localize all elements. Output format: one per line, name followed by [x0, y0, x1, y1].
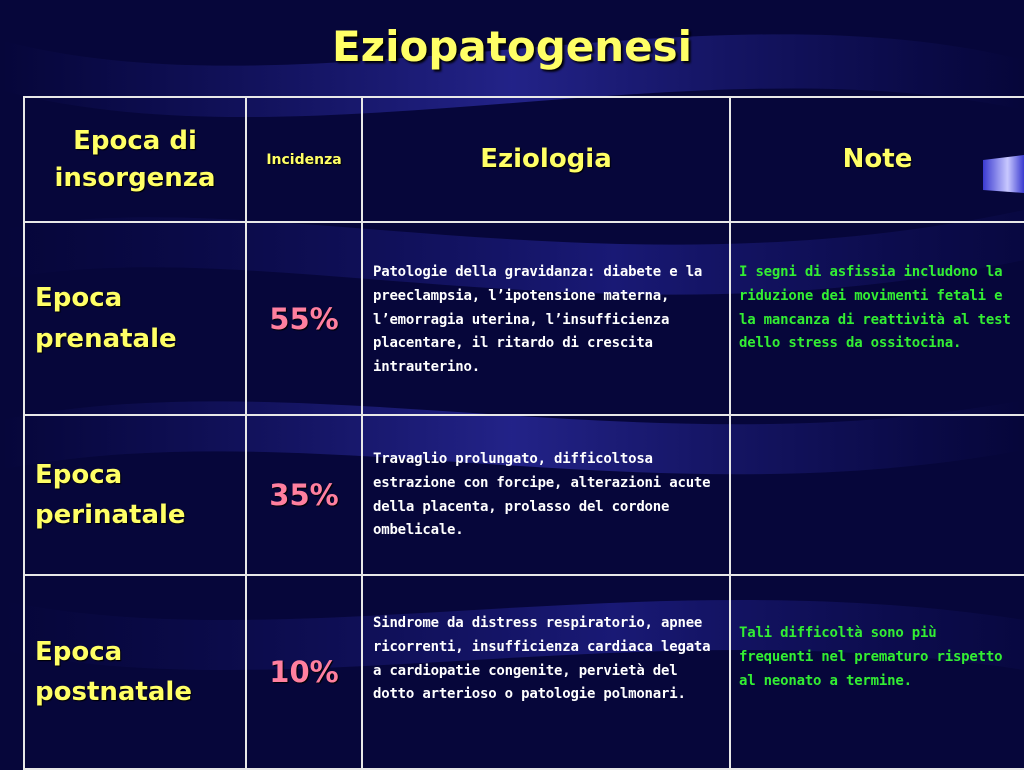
table-row: [24, 222, 1024, 415]
epoch-cell: Epoca postnatale: [24, 575, 246, 769]
etiology-cell: Patologie della gravidanza: diabete e la preeclampsia, l’ipotensione materna, l’emorragia uterina, l’insufficienza placentare, il ritardo di crescita intrauterino.: [362, 222, 730, 415]
note-cell: I segni di asfissia includono la riduzione dei movimenti fetali e la mancanza di reattività al test dello stress da ossitocina.: [730, 222, 1024, 415]
table-row: [24, 575, 1024, 769]
header-incidenza: Incidenza: [246, 97, 362, 222]
header-eziologia: Eziologia: [362, 97, 730, 222]
epoch-cell: Epoca perinatale: [24, 415, 246, 575]
etiology-cell: Travaglio prolungato, difficoltosa estrazione con forcipe, alterazioni acute della placenta, prolasso del cordone ombelicale.: [362, 415, 730, 575]
note-cell: Tali difficoltà sono più frequenti nel prematuro rispetto al neonato a termine.: [730, 575, 1024, 769]
etiology-cell: Sindrome da distress respiratorio, apnee ricorrenti, insufficienza cardiaca legata a cardiopatie congenite, pervietà del dotto arterioso o patologie polmonari.: [362, 575, 730, 769]
incidence-cell: 35%: [246, 415, 362, 575]
epoch-cell: Epoca prenatale: [24, 222, 246, 415]
incidence-cell: 55%: [246, 222, 362, 415]
header-note: Note: [730, 97, 1024, 222]
note-cell: [730, 415, 1024, 575]
etiopathogenesis-table: [23, 96, 1024, 770]
header-row: [24, 97, 1024, 222]
incidence-cell: 10%: [246, 575, 362, 769]
header-epoca: Epoca di insorgenza: [24, 97, 246, 222]
table-row: [24, 415, 1024, 575]
slide-title: Eziopatogenesi: [331, 22, 693, 71]
